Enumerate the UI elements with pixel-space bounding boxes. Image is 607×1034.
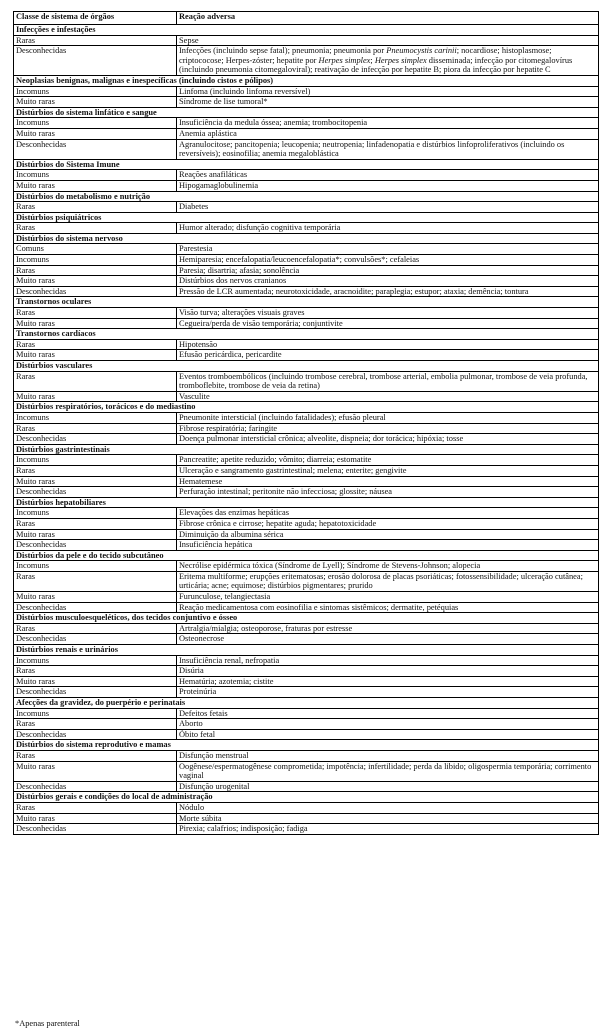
frequency-cell: Muito raras — [14, 592, 177, 603]
section-title: Distúrbios da pele e do tecido subcutâneo — [14, 550, 599, 561]
table-row — [14, 540, 599, 551]
reaction-cell — [177, 719, 599, 730]
reaction-cell — [177, 561, 599, 572]
frequency-cell: Raras — [14, 35, 177, 46]
table-row — [14, 255, 599, 266]
frequency-cell: Comuns — [14, 244, 177, 255]
reaction-cell — [177, 476, 599, 487]
organism-name: Herpes simplex — [374, 55, 427, 65]
reaction-text: Doença pulmonar intersticial crônica; alveolite, dispneia; dor torácica; hipóxia; tosse — [179, 434, 464, 444]
reaction-text: Parestesia — [179, 244, 213, 254]
frequency-cell: Desconhecidas — [14, 286, 177, 297]
table-row — [14, 308, 599, 319]
table-row — [14, 86, 599, 97]
reaction-text: Hematúria; azotemia; cistite — [179, 676, 274, 686]
reaction-cell — [177, 455, 599, 466]
frequency-cell: Incomuns — [14, 118, 177, 129]
frequency-cell: Muito raras — [14, 391, 177, 402]
frequency-cell: Incomuns — [14, 86, 177, 97]
reaction-cell — [177, 676, 599, 687]
frequency-cell: Muito raras — [14, 180, 177, 191]
frequency-cell: Muito raras — [14, 813, 177, 824]
reaction-cell — [177, 487, 599, 498]
reaction-text: Visão turva; alterações visuais graves — [179, 308, 305, 318]
table-row — [14, 602, 599, 613]
frequency-cell: Raras — [14, 719, 177, 730]
reaction-text: Linfoma (incluindo linfoma reversível) — [179, 86, 311, 96]
frequency-cell: Desconhecidas — [14, 139, 177, 159]
section-title: Distúrbios gerais e condições do local de administração — [14, 792, 599, 803]
table-row — [14, 561, 599, 572]
table-row — [14, 318, 599, 329]
reaction-text: Oogênese/espermatogênese comprometida; impotência; infertilidade; perda da libido; oligospermia temporária; corrimento vaginal — [179, 761, 592, 781]
section-title: Neoplasias benignas, malignas e inespecíficas (incluindo cistos e pólipos) — [14, 75, 599, 86]
reaction-text: Defeitos fetais — [179, 708, 228, 718]
reaction-cell — [177, 255, 599, 266]
header-organ-class: Classe de sistema de órgãos — [14, 12, 177, 25]
table-row — [14, 518, 599, 529]
frequency-cell: Desconhecidas — [14, 602, 177, 613]
table-row — [14, 476, 599, 487]
table-row — [14, 97, 599, 108]
frequency-cell: Desconhecidas — [14, 729, 177, 740]
reaction-cell — [177, 46, 599, 76]
section-header-row — [14, 550, 599, 561]
table-row — [14, 350, 599, 361]
table-row — [14, 719, 599, 730]
table-row — [14, 139, 599, 159]
reaction-text: Eventos tromboembólicos (incluindo trombose cerebral, trombose arterial, embolia pulmonar, trombose de veia profunda, tromboflebite, trombose de veia da retina) — [179, 371, 588, 391]
frequency-cell: Raras — [14, 750, 177, 761]
section-title: Distúrbios gastrintestinais — [14, 444, 599, 455]
table-row — [14, 35, 599, 46]
table-row — [14, 455, 599, 466]
reaction-text: Ulceração e sangramento gastrintestinal; melena; enterite; gengivite — [179, 465, 407, 475]
reaction-text: Hipotensão — [179, 339, 218, 349]
reaction-text: Hipogamaglobulinemia — [179, 180, 259, 190]
reaction-text: Eritema multiforme; erupções eritematosas; erosão dolorosa de placas psoriáticas; fotossensibilidade; ulceração cutânea; urticária; acne; equimose; distúrbios pigmentares; prurido — [179, 571, 583, 591]
reaction-cell — [177, 423, 599, 434]
section-title: Distúrbios do sistema nervoso — [14, 233, 599, 244]
table-row — [14, 391, 599, 402]
reaction-cell — [177, 529, 599, 540]
reaction-cell — [177, 802, 599, 813]
reaction-cell — [177, 180, 599, 191]
reaction-text: Pneumonite intersticial (incluindo fatalidades); efusão pleural — [179, 412, 386, 422]
frequency-cell: Desconhecidas — [14, 634, 177, 645]
table-row — [14, 813, 599, 824]
organism-name: Herpes simplex — [318, 55, 371, 65]
table-row — [14, 824, 599, 835]
reaction-cell — [177, 781, 599, 792]
reaction-text: Diabetes — [179, 202, 209, 212]
section-title: Distúrbios respiratórios, torácicos e do mediastino — [14, 402, 599, 413]
frequency-cell: Raras — [14, 265, 177, 276]
table-row — [14, 46, 599, 76]
reaction-text: Disfunção menstrual — [179, 750, 249, 760]
reaction-cell — [177, 813, 599, 824]
frequency-cell: Incomuns — [14, 455, 177, 466]
table-row — [14, 750, 599, 761]
reaction-text: Fibrose crônica e cirrose; hepatite aguda; hepatotoxicidade — [179, 518, 377, 528]
reaction-text: Agranulocitose; pancitopenia; leucopenia; neutropenia; linfadenopatia e distúrbios linfoproliferativos (incluindo os reversíveis); eosinofilia; anemia megaloblástica — [179, 139, 565, 159]
reaction-cell — [177, 391, 599, 402]
reaction-cell — [177, 223, 599, 234]
section-header-row — [14, 613, 599, 624]
reaction-text: Disfunção urogenital — [179, 781, 250, 791]
table-row — [14, 180, 599, 191]
reaction-cell — [177, 286, 599, 297]
table-row — [14, 666, 599, 677]
reaction-cell — [177, 623, 599, 634]
frequency-cell: Muito raras — [14, 676, 177, 687]
section-header-row — [14, 698, 599, 709]
reaction-text: Perfuração intestinal; peritonite não infecciosa; glossite; náusea — [179, 487, 393, 497]
frequency-cell: Muito raras — [14, 529, 177, 540]
reaction-cell — [177, 750, 599, 761]
frequency-cell: Raras — [14, 802, 177, 813]
reaction-text: Proteinúria — [179, 687, 217, 697]
reaction-text: Artralgia/mialgia; osteoporose, fraturas por estresse — [179, 623, 353, 633]
reaction-cell — [177, 276, 599, 287]
frequency-cell: Raras — [14, 666, 177, 677]
frequency-cell: Incomuns — [14, 655, 177, 666]
table-row — [14, 529, 599, 540]
table-row — [14, 465, 599, 476]
reaction-text: Humor alterado; disfunção cognitiva temporária — [179, 223, 341, 233]
frequency-cell: Incomuns — [14, 170, 177, 181]
reaction-cell — [177, 244, 599, 255]
reaction-cell — [177, 118, 599, 129]
reaction-text: Insuficiência renal, nefropatia — [179, 655, 280, 665]
header-adverse-reaction: Reação adversa — [177, 12, 599, 25]
reaction-cell — [177, 571, 599, 591]
section-title: Distúrbios do Sistema Imune — [14, 159, 599, 170]
section-header-row — [14, 645, 599, 656]
frequency-cell: Desconhecidas — [14, 487, 177, 498]
table-row — [14, 781, 599, 792]
reaction-text: Morte súbita — [179, 813, 222, 823]
reaction-text: Sepse — [179, 35, 199, 45]
reaction-cell — [177, 508, 599, 519]
frequency-cell: Raras — [14, 423, 177, 434]
section-header-row — [14, 75, 599, 86]
table-row — [14, 223, 599, 234]
table-row — [14, 623, 599, 634]
table-row — [14, 434, 599, 445]
frequency-cell: Desconhecidas — [14, 824, 177, 835]
reaction-cell — [177, 202, 599, 213]
reaction-text: ; — [370, 55, 375, 65]
table-row — [14, 655, 599, 666]
table-row — [14, 286, 599, 297]
table-row — [14, 128, 599, 139]
frequency-cell: Muito raras — [14, 97, 177, 108]
table-row — [14, 170, 599, 181]
reaction-text: Hematemese — [179, 476, 223, 486]
section-header-row — [14, 329, 599, 340]
reaction-cell — [177, 308, 599, 319]
reaction-text: Hemiparesia; encefalopatia/leucoencefalopatia*; convulsões*; cefaleias — [179, 255, 420, 265]
reaction-cell — [177, 35, 599, 46]
table-row — [14, 423, 599, 434]
table-row — [14, 118, 599, 129]
reaction-text: Disúria — [179, 666, 204, 676]
table-row — [14, 276, 599, 287]
table-row — [14, 634, 599, 645]
reaction-text: Distúrbios dos nervos cranianos — [179, 276, 287, 286]
reaction-text: disseminada; infecção por citomegalovírus (incluindo pneumonia citomegaloviral); reativação de infecção por hepatite B; piora da infecção por hepatite C — [179, 55, 573, 75]
reaction-cell — [177, 666, 599, 677]
reaction-cell — [177, 518, 599, 529]
organism-name: Pneumocystis carinii — [386, 46, 457, 56]
section-title: Afecções da gravidez, do puerpério e perinatais — [14, 698, 599, 709]
section-header-row — [14, 233, 599, 244]
reaction-cell — [177, 339, 599, 350]
frequency-cell: Desconhecidas — [14, 434, 177, 445]
reaction-cell — [177, 729, 599, 740]
reaction-text: Pancreatite; apetite reduzido; vômito; diarreia; estomatite — [179, 455, 372, 465]
table-row — [14, 687, 599, 698]
section-title: Distúrbios do metabolismo e nutrição — [14, 191, 599, 202]
reaction-text: Efusão pericárdica, pericardite — [179, 350, 282, 360]
reaction-text: Infecções (incluindo sepse fatal); pneumonia; pneumonia por — [179, 46, 387, 56]
adverse-reactions-table — [13, 11, 599, 835]
reaction-cell — [177, 128, 599, 139]
frequency-cell: Raras — [14, 223, 177, 234]
frequency-cell: Raras — [14, 308, 177, 319]
frequency-cell: Incomuns — [14, 708, 177, 719]
reaction-text: ; nocardiose; histoplasmose; criptococose; Herpes-zóster; hepatite por — [179, 46, 552, 65]
reaction-text: Aborto — [179, 719, 203, 729]
reaction-text: Cegueira/perda de visão temporária; conjuntivite — [179, 318, 343, 328]
table-row — [14, 729, 599, 740]
table-row — [14, 265, 599, 276]
section-header-row — [14, 497, 599, 508]
reaction-cell — [177, 761, 599, 781]
section-header-row — [14, 107, 599, 118]
section-header-row — [14, 740, 599, 751]
reaction-cell — [177, 824, 599, 835]
table-row — [14, 571, 599, 591]
section-header-row — [14, 402, 599, 413]
table-row — [14, 339, 599, 350]
reaction-cell — [177, 592, 599, 603]
reaction-cell — [177, 170, 599, 181]
table-row — [14, 592, 599, 603]
table-row — [14, 202, 599, 213]
frequency-cell: Muito raras — [14, 350, 177, 361]
section-header-row — [14, 792, 599, 803]
table-row — [14, 761, 599, 781]
reaction-cell — [177, 350, 599, 361]
frequency-cell: Incomuns — [14, 412, 177, 423]
frequency-cell: Raras — [14, 571, 177, 591]
frequency-cell: Raras — [14, 202, 177, 213]
section-title: Infecções e infestações — [14, 25, 599, 36]
reaction-cell — [177, 434, 599, 445]
section-header-row — [14, 444, 599, 455]
reaction-cell — [177, 139, 599, 159]
frequency-cell: Muito raras — [14, 276, 177, 287]
frequency-cell: Raras — [14, 339, 177, 350]
table-row — [14, 371, 599, 391]
frequency-cell: Incomuns — [14, 508, 177, 519]
section-header-row — [14, 159, 599, 170]
table-row — [14, 708, 599, 719]
reaction-text: Insuficiência hepática — [179, 540, 253, 550]
section-title: Distúrbios do sistema linfático e sangue — [14, 107, 599, 118]
reaction-cell — [177, 687, 599, 698]
section-header-row — [14, 191, 599, 202]
reaction-cell — [177, 602, 599, 613]
table-row — [14, 412, 599, 423]
frequency-cell: Raras — [14, 371, 177, 391]
table-row — [14, 676, 599, 687]
reaction-text: Insuficiência da medula óssea; anemia; trombocitopenia — [179, 118, 368, 128]
frequency-cell: Desconhecidas — [14, 687, 177, 698]
footnote: *Apenas parenteral — [15, 1019, 80, 1028]
reaction-text: Reação medicamentosa com eosinofilia e sintomas sistêmicos; dermatite, petéquias — [179, 602, 459, 612]
reaction-cell — [177, 412, 599, 423]
frequency-cell: Desconhecidas — [14, 540, 177, 551]
reaction-cell — [177, 265, 599, 276]
section-title: Distúrbios vasculares — [14, 361, 599, 372]
reaction-cell — [177, 634, 599, 645]
frequency-cell: Muito raras — [14, 761, 177, 781]
reaction-text: Vasculite — [179, 391, 210, 401]
table-header-row — [14, 12, 599, 25]
reaction-text: Reações anafiláticas — [179, 170, 248, 180]
reaction-text: Pressão de LCR aumentada; neurotoxicidade, aracnoidite; paraplegia; estupor; ataxia; demência; tontura — [179, 286, 529, 296]
reaction-cell — [177, 655, 599, 666]
table-body — [14, 25, 599, 835]
reaction-text: Paresia; disartria; afasia; sonolência — [179, 265, 300, 275]
table-row — [14, 802, 599, 813]
reaction-text: Nódulo — [179, 802, 205, 812]
frequency-cell: Incomuns — [14, 255, 177, 266]
frequency-cell: Muito raras — [14, 318, 177, 329]
section-title: Distúrbios renais e urinários — [14, 645, 599, 656]
section-title: Transtornos cardíacos — [14, 329, 599, 340]
frequency-cell: Desconhecidas — [14, 781, 177, 792]
frequency-cell: Raras — [14, 518, 177, 529]
reaction-text: Necrólise epidérmica tóxica (Síndrome de Lyell); Síndrome de Stevens-Johnson; alopecia — [179, 561, 481, 571]
reaction-cell — [177, 540, 599, 551]
reaction-cell — [177, 86, 599, 97]
reaction-text: Óbito fetal — [179, 729, 216, 739]
frequency-cell: Desconhecidas — [14, 46, 177, 76]
reaction-text: Diminuição da albumina sérica — [179, 529, 284, 539]
frequency-cell: Raras — [14, 623, 177, 634]
reaction-cell — [177, 371, 599, 391]
section-title: Transtornos oculares — [14, 297, 599, 308]
reaction-cell — [177, 708, 599, 719]
reaction-cell — [177, 465, 599, 476]
frequency-cell: Muito raras — [14, 476, 177, 487]
table-row — [14, 244, 599, 255]
reaction-text: Elevações das enzimas hepáticas — [179, 508, 289, 518]
frequency-cell: Muito raras — [14, 128, 177, 139]
section-title: Distúrbios hepatobiliares — [14, 497, 599, 508]
section-title: Distúrbios do sistema reprodutivo e mamas — [14, 740, 599, 751]
reaction-text: Síndrome de lise tumoral* — [179, 97, 268, 107]
reaction-text: Furunculose, telangiectasia — [179, 592, 271, 602]
reaction-text: Pirexia; calafrios; indisposição; fadiga — [179, 824, 308, 834]
reaction-text: Fibrose respiratória; faringite — [179, 423, 278, 433]
reaction-text: Osteonecrose — [179, 634, 225, 644]
section-header-row — [14, 212, 599, 223]
section-header-row — [14, 361, 599, 372]
reaction-cell — [177, 318, 599, 329]
section-title: Distúrbios psiquiátricos — [14, 212, 599, 223]
table-row — [14, 508, 599, 519]
frequency-cell: Incomuns — [14, 561, 177, 572]
frequency-cell: Raras — [14, 465, 177, 476]
section-header-row — [14, 25, 599, 36]
reaction-cell — [177, 97, 599, 108]
table-row — [14, 487, 599, 498]
reaction-text: Anemia aplástica — [179, 128, 237, 138]
section-header-row — [14, 297, 599, 308]
section-title: Distúrbios musculoesqueléticos, dos tecidos conjuntivo e ósseo — [14, 613, 599, 624]
